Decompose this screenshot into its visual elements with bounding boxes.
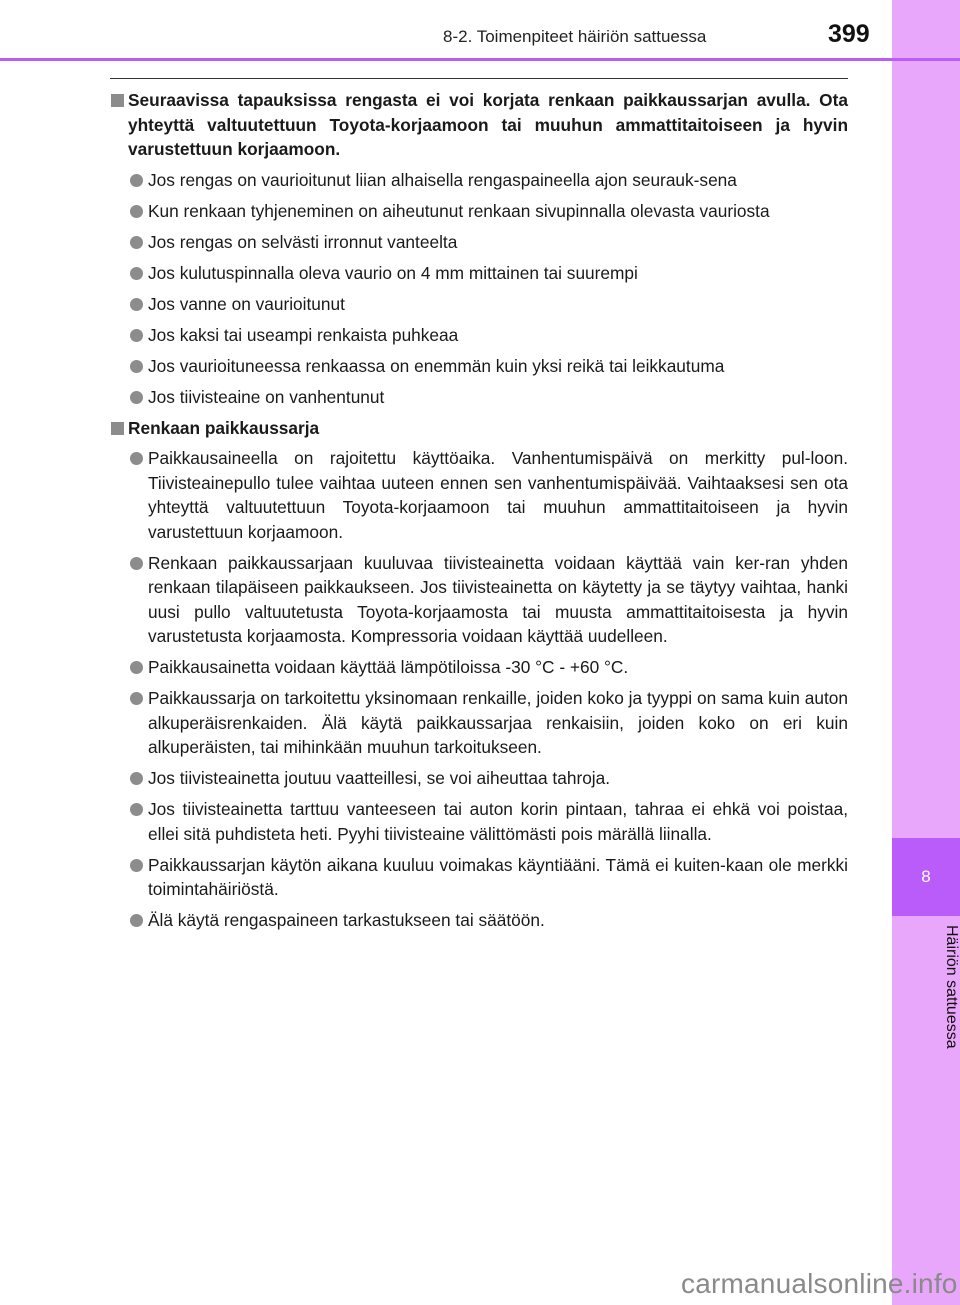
circle-bullet-icon (130, 859, 143, 872)
circle-bullet-icon (130, 452, 143, 465)
page-content (110, 88, 848, 939)
circle-bullet-icon (130, 557, 143, 570)
list-item: Jos tiivisteainetta joutuu vaatteillesi, se voi aiheuttaa tahroja. (110, 766, 848, 791)
circle-bullet-icon (130, 914, 143, 927)
list-item: Jos tiivisteainetta tarttuu vanteeseen tai auton korin pintaan, tahraa ei ehkä voi poistaa, ellei sitä puhdisteta heti. Pyyhi tiivisteaine välittömästi pois märällä liinalla. (110, 797, 848, 846)
list-item: Jos kaksi tai useampi renkaista puhkeaa (110, 323, 848, 348)
section-heading: Seuraavissa tapauksissa rengasta ei voi korjata renkaan paikkaussarjan avulla. Ota yhteyttä valtuutettuun Toyota-korjaamoon tai muuhun ammattitaitoiseen ja hyvin varustettuun korjaamoon. (110, 88, 848, 162)
chapter-number-tab[interactable] (892, 838, 960, 916)
circle-bullet-icon (130, 329, 143, 342)
square-bullet-icon (111, 422, 124, 435)
chapter-label-tab (892, 925, 960, 1125)
circle-bullet-icon (130, 236, 143, 249)
circle-bullet-icon (130, 803, 143, 816)
circle-bullet-icon (130, 205, 143, 218)
list-item: Jos rengas on selvästi irronnut vanteelta (110, 230, 848, 255)
chapter-label: Häiriön sattuessa (943, 925, 960, 1049)
list-item: Jos vanne on vaurioitunut (110, 292, 848, 317)
circle-bullet-icon (130, 298, 143, 311)
list-item: Paikkaussarjan käytön aikana kuuluu voimakas käyntiääni. Tämä ei kuiten-kaan ole merkki toimintahäiriöstä. (110, 853, 848, 902)
page-number: 399 (828, 20, 870, 48)
list-item: Jos vaurioituneessa renkaassa on enemmän kuin yksi reikä tai leikkautuma (110, 354, 848, 379)
watermark-link[interactable]: carmanualsonline.info (681, 1268, 958, 1299)
circle-bullet-icon (130, 661, 143, 674)
list-item: Jos rengas on vaurioitunut liian alhaisella rengaspaineella ajon seurauk-sena (110, 168, 848, 193)
list-item: Renkaan paikkaussarjaan kuuluvaa tiivisteainetta voidaan käyttää vain ker-ran yhden renkaan tilapäiseen paikkaukseen. Jos tiivisteainetta on käytetty ja se täytyy vaihtaa, hanki uusi pullo valtuutetusta Toyota-korjaamosta tai muusta ammattitaitoisesta ja hyvin varustetusta korjaamosta. Kompressoria voidaan käyttää uudelleen. (110, 551, 848, 649)
chapter-number: 8 (921, 867, 931, 886)
list-item: Kun renkaan tyhjeneminen on aiheutunut renkaan sivupinnalla olevasta vauriosta (110, 199, 848, 224)
circle-bullet-icon (130, 360, 143, 373)
list-item: Jos kulutuspinnalla oleva vaurio on 4 mm mittainen tai suurempi (110, 261, 848, 286)
section-title: 8-2. Toimenpiteet häiriön sattuessa (443, 27, 707, 46)
circle-bullet-icon (130, 772, 143, 785)
circle-bullet-icon (130, 267, 143, 280)
list-item: Älä käytä rengaspaineen tarkastukseen tai säätöön. (110, 908, 848, 933)
content-divider (110, 78, 848, 79)
list-item: Paikkaussarja on tarkoitettu yksinomaan renkaille, joiden koko ja tyyppi on sama kuin auton alkuperäisrenkaiden. Älä käytä paikkaussarjaa renkaisiin, joiden koko on eri kuin alkuperäisten, tai mihinkään muuhun tarkoitukseen. (110, 686, 848, 760)
section-heading: Renkaan paikkaussarja (110, 416, 848, 441)
circle-bullet-icon (130, 391, 143, 404)
list-item: Paikkausainetta voidaan käyttää lämpötiloissa -30 °C - +60 °C. (110, 655, 848, 680)
list-item: Jos tiivisteaine on vanhentunut (110, 385, 848, 410)
header-divider (0, 58, 960, 61)
list-item: Paikkausaineella on rajoitettu käyttöaika. Vanhentumispäivä on merkitty pul-loon. Tiivisteainepullo tulee vaihtaa uuteen ennen sen vanhentumispäivää. Vaihtaaksesi sen ota yhteyttä valtuutettuun Toyota-korjaamoon tai muuhun ammattitaitoiseen ja hyvin varustettuun korjaamoon. (110, 446, 848, 544)
square-bullet-icon (111, 94, 124, 107)
circle-bullet-icon (130, 174, 143, 187)
circle-bullet-icon (130, 692, 143, 705)
